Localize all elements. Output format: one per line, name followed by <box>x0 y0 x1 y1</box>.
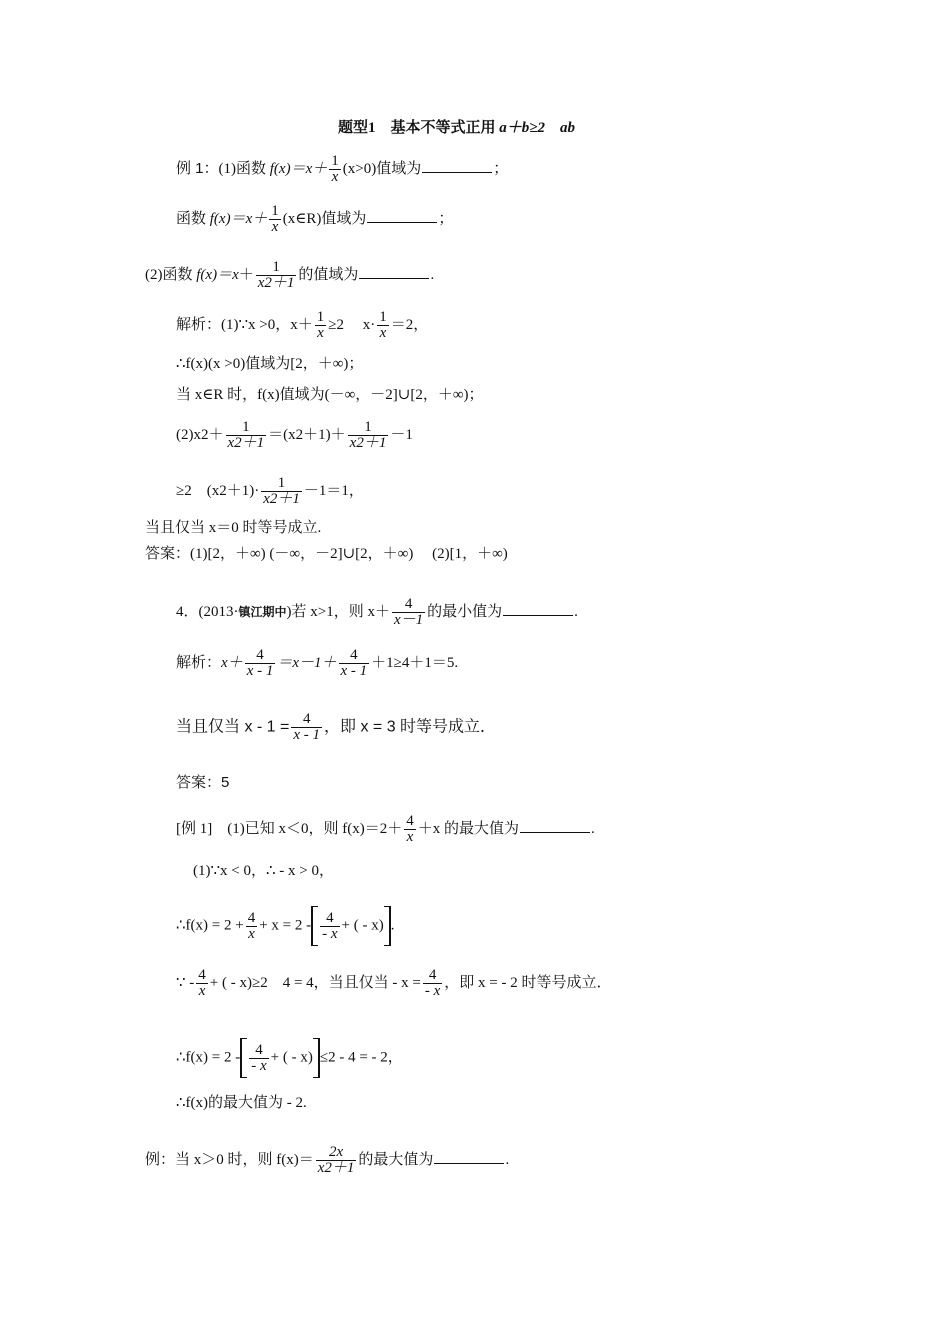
right-bracket <box>384 906 391 946</box>
example-1-part-2: (2)函数 f(x)＝x＋ $\frac{1}{x2+1}$ 的值域为 . <box>145 259 435 291</box>
fraction: $\frac{4}{- x}$ <box>322 909 338 942</box>
fraction: $\frac{4}{x - 1}$ <box>246 647 274 679</box>
fraction: $\frac{1}{x}$ <box>379 309 387 341</box>
answer-blank[interactable] <box>422 160 492 173</box>
answer-blank[interactable] <box>520 820 590 833</box>
solution-1-line-1: 解析：(1)∵x >0，x＋ $\frac{1}{x}$ ≥2 x· $\frac{1}{x}$ ＝2， <box>176 309 429 341</box>
answer-blank[interactable] <box>503 603 573 616</box>
fraction: $\frac{1}{x2+1}$ <box>349 419 387 451</box>
fraction: $\frac{1}{x}$ <box>331 153 339 185</box>
answer-blank[interactable] <box>434 1151 504 1164</box>
fraction: $\frac{4}{- x}$ <box>251 1041 267 1074</box>
example-2-step-1: (1)∵x < 0，∴ - x > 0， <box>193 863 334 879</box>
fraction: $\frac{1}{x}$ <box>316 309 325 341</box>
example-2-conclusion: ∴f(x)的最大值为 - 2. <box>176 1095 307 1111</box>
left-bracket <box>311 906 318 946</box>
example-3: 例：当 x＞0 时，则 f(x)＝ $\frac{2x}{x2+1}$ 的最大值为 . <box>145 1144 510 1176</box>
answer-blank[interactable] <box>359 266 429 279</box>
solution-4-line-1: 解析：x＋ $\frac{4}{x - 1}$ ＝x－1＋ $\frac{4}{x - 1}$ ＋1≥4＋1＝5. <box>176 647 459 679</box>
example-2-step-3: ∵ - $\frac{4}{x}$ + ( - x)≥2 4 = 4，当且仅当 - x = $\frac{4}{- x}$ ，即 x = - 2 时等号成立． <box>176 967 612 999</box>
fraction: $\frac{4}{x}$ <box>198 967 206 999</box>
right-bracket <box>313 1038 320 1078</box>
section-heading: 题型1 基本不等式正用 a＋b≥2 ab <box>338 120 575 136</box>
answer-blank[interactable] <box>367 210 437 223</box>
fraction: $\frac{1}{x2+1}$ <box>227 419 265 451</box>
solution-1-line-6: 当且仅当 x＝0 时等号成立. <box>145 520 322 536</box>
solution-1-line-5: ≥2 (x2＋1)· $\frac{1}{x2+1}$ －1＝1， <box>176 475 364 507</box>
solution-1-line-4: (2)x2＋ $\frac{1}{x2+1}$ ＝(x2＋1)＋ $\frac{1}{x2+1}$ －1 <box>176 419 413 451</box>
fraction: $\frac{2x}{x2+1}$ <box>317 1144 355 1176</box>
question-4: 4．(2013·镇江期中)若 x>1，则 x＋ $\frac{4}{x-1}$ 的最小值为 . <box>176 596 578 628</box>
example-1-part-1: 例 1：(1)函数 f(x)＝x＋ $\frac{1}{x}$ (x>0)值域为 ； <box>176 153 509 185</box>
solution-1-line-3: 当 x∈R 时，f(x)值域为(－∞，－2]∪[2，＋∞)； <box>176 387 484 403</box>
fraction: $\frac{1}{x2+1}$ <box>257 259 295 291</box>
solution-4-answer: 答案：5 <box>176 774 230 791</box>
fraction: $\frac{4}{x}$ <box>406 813 414 845</box>
fraction: $\frac{4}{x-1}$ <box>393 596 424 628</box>
example-2-step-2: ∴f(x) = 2 + $\frac{4}{x}$ + x = 2 - $\frac{4}{- x}$ + ( - x) . <box>176 906 394 946</box>
example-1-part-1b: 函数 f(x)＝x＋ $\frac{1}{x}$ (x∈R)值域为 ； <box>176 203 454 235</box>
example-2-step-4: ∴f(x) = 2 - $\frac{4}{- x}$ + ( - x) ≤2 - 4 = - 2， <box>176 1038 403 1078</box>
solution-1-line-2: ∴f(x)(x >0)值域为[2，＋∞)； <box>176 356 364 372</box>
fraction: $\frac{4}{- x}$ <box>424 967 441 999</box>
solution-1-answer: 答案：(1)[2，＋∞) (－∞，－2]∪[2，＋∞) (2)[1，＋∞) <box>145 546 508 562</box>
fraction: $\frac{4}{x}$ <box>247 909 256 942</box>
fraction: $\frac{1}{x2+1}$ <box>263 475 300 507</box>
example-2: [例 1] (1)已知 x＜0，则 f(x)＝2＋ $\frac{4}{x}$ ＋x 的最大值为 . <box>176 813 595 845</box>
fraction: $\frac{1}{x}$ <box>271 203 279 235</box>
fraction: $\frac{4}{x - 1}$ <box>340 647 368 679</box>
fraction: $\frac{4}{x - 1}$ <box>293 711 321 743</box>
solution-4-line-2: 当且仅当 x - 1 = $\frac{4}{x - 1}$ ，即 x = 3 时等号成立． <box>176 711 497 743</box>
left-bracket <box>240 1038 247 1078</box>
